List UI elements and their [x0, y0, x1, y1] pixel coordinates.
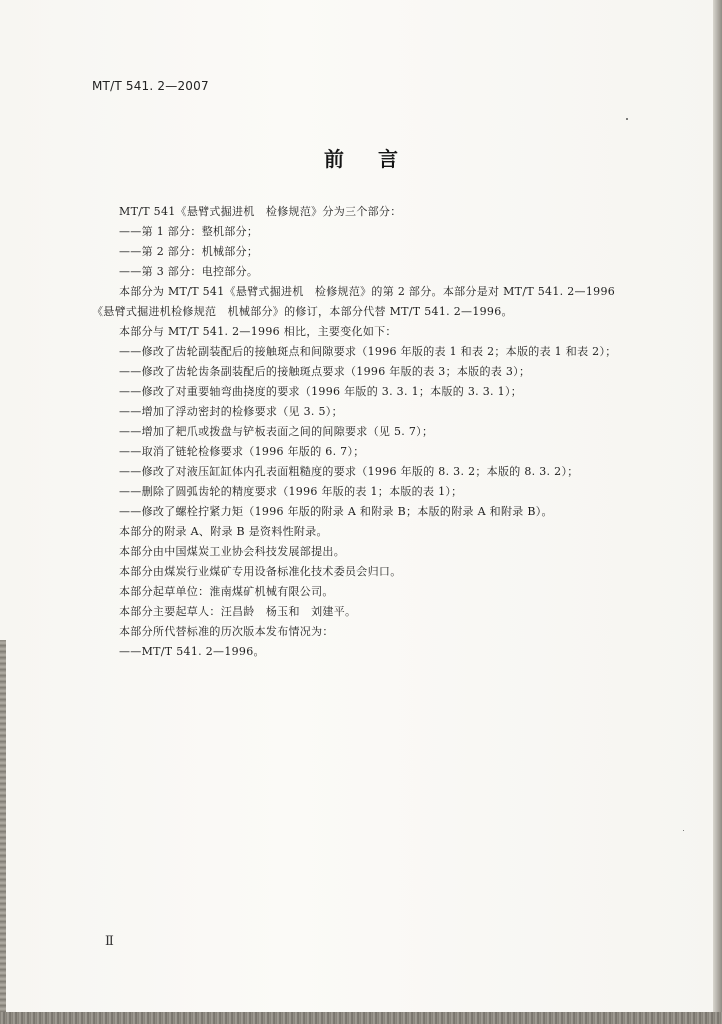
paragraph-line: ——第 1 部分：整机部分；	[119, 225, 259, 238]
paragraph-line: ——删除了圆弧齿轮的精度要求（1996 年版的表 1；本版的表 1）；	[119, 485, 463, 498]
paragraph-line: 本部分起草单位：淮南煤矿机械有限公司。	[119, 585, 334, 598]
scan-edge-left	[0, 640, 6, 1024]
scan-edge-bottom	[0, 1012, 722, 1024]
page-number: Ⅱ	[105, 934, 114, 949]
foreword-body	[92, 202, 662, 662]
paragraph-line: 本部分与 MT/T 541. 2—1996 相比，主要变化如下：	[119, 325, 397, 338]
paragraph-line: ——第 2 部分：机械部分；	[119, 245, 259, 258]
paragraph-line: ——取消了链轮检修要求（1996 年版的 6. 7）；	[119, 445, 365, 458]
paragraph-line: 本部分所代替标准的历次版本发布情况为：	[119, 625, 334, 638]
paragraph-line: 本部分的附录 A、附录 B 是资料性附录。	[119, 525, 328, 538]
paragraph-line: 本部分主要起草人：汪昌龄 杨玉和 刘建平。	[119, 605, 357, 618]
paragraph-line: ——修改了对液压缸缸体内孔表面粗糙度的要求（1996 年版的 8. 3. 2；本版的 8. 3. 2）；	[119, 465, 579, 478]
paragraph-line: ——第 3 部分：电控部分。	[119, 265, 259, 278]
scan-speck	[626, 118, 628, 120]
paragraph-line: ——修改了齿轮副装配后的接触斑点和间隙要求（1996 年版的表 1 和表 2；本版的表 1 和表 2）；	[119, 345, 617, 358]
paragraph-line: ——修改了对重要轴弯曲挠度的要求（1996 年版的 3. 3. 1；本版的 3. 3. 1）；	[119, 385, 523, 398]
paragraph-line: ——MT/T 541. 2—1996。	[119, 645, 265, 658]
paragraph-line: ——增加了耙爪或拨盘与铲板表面之间的间隙要求（见 5. 7）；	[119, 425, 434, 438]
paragraph-line: 本部分由中国煤炭工业协会科技发展部提出。	[119, 545, 345, 558]
standard-code-header: MT/T 541. 2—2007	[92, 79, 209, 93]
scan-speck	[683, 830, 684, 831]
paragraph-line: ——修改了螺栓拧紧力矩（1996 年版的附录 A 和附录 B；本版的附录 A 和附录 B）。	[119, 505, 553, 518]
paragraph-line: 本部分为 MT/T 541《悬臂式掘进机 检修规范》的第 2 部分。本部分是对 MT/T 541. 2—1996	[119, 285, 616, 298]
paragraph-line: ——修改了齿轮齿条副装配后的接触斑点要求（1996 年版的表 3；本版的表 3）；	[119, 365, 531, 378]
page-title: 前言	[324, 147, 432, 171]
paragraph-line: 《悬臂式掘进机检修规范 机械部分》的修订，本部分代替 MT/T 541. 2—1996。	[92, 305, 513, 318]
paragraph-line: ——增加了浮动密封的检修要求（见 3. 5）；	[119, 405, 343, 418]
paragraph-line: MT/T 541《悬臂式掘进机 检修规范》分为三个部分：	[119, 205, 402, 218]
paragraph-line: 本部分由煤炭行业煤矿专用设备标准化技术委员会归口。	[119, 565, 402, 578]
